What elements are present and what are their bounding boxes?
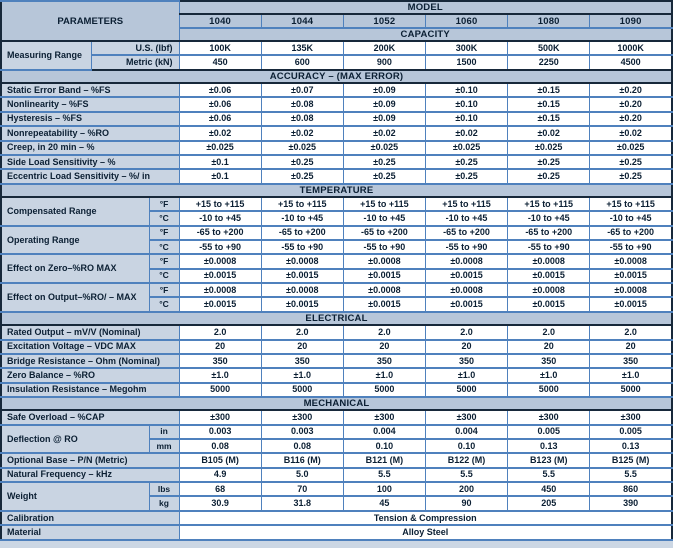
spec-value: ±300 (425, 410, 507, 424)
row-label: Bridge Resistance – Ohm (Nominal) (1, 354, 179, 368)
spec-value: ±0.25 (508, 155, 590, 169)
unit-cell: °C (149, 297, 179, 311)
spec-value: ±1.0 (590, 368, 672, 382)
row-label: Excitation Voltage – VDC MAX (1, 340, 179, 354)
spec-value: ±0.15 (508, 83, 590, 97)
spec-value: 20 (179, 340, 261, 354)
spec-value: -10 to +45 (261, 211, 343, 225)
spec-value: 5000 (425, 383, 507, 397)
spec-value: ±0.25 (261, 155, 343, 169)
spec-value: ±0.0008 (425, 254, 507, 268)
spec-value: 20 (343, 340, 425, 354)
spec-value: ±0.0008 (343, 283, 425, 297)
spec-value: B125 (M) (590, 453, 672, 467)
spec-value: ±0.0015 (179, 297, 261, 311)
spec-value: ±0.25 (590, 155, 672, 169)
model-number: 1080 (508, 14, 590, 27)
unit-cell: mm (149, 439, 179, 453)
spec-value: ±300 (343, 410, 425, 424)
spec-value: ±0.25 (343, 169, 425, 183)
capacity-value: 500K (508, 41, 590, 55)
spec-value: -55 to +90 (343, 240, 425, 254)
capacity-value: 300K (425, 41, 507, 55)
spec-value: 450 (508, 482, 590, 496)
spec-value: ±0.0015 (179, 269, 261, 283)
unit-cell: U.S. (lbf) (91, 41, 179, 55)
spec-value: 20 (261, 340, 343, 354)
row-label: Zero Balance – %RO (1, 368, 179, 382)
spec-value: 0.10 (425, 439, 507, 453)
spec-value: 70 (261, 482, 343, 496)
spec-value: 2.0 (343, 325, 425, 339)
spec-value: 5.5 (590, 468, 672, 482)
spec-value: 0.004 (425, 425, 507, 439)
spec-value: -65 to +200 (590, 226, 672, 240)
spec-value: 2.0 (261, 325, 343, 339)
spec-value: -10 to +45 (343, 211, 425, 225)
spec-value: ±0.025 (508, 141, 590, 155)
spec-value: ±0.25 (508, 169, 590, 183)
spec-value: ±0.0008 (261, 254, 343, 268)
spec-value: 205 (508, 496, 590, 510)
spec-value: +15 to +115 (261, 197, 343, 211)
spec-value: ±0.25 (425, 169, 507, 183)
spec-value: ±0.08 (261, 97, 343, 111)
unit-cell: °F (149, 197, 179, 211)
spec-value: 4.9 (179, 468, 261, 482)
capacity-value: 2250 (508, 55, 590, 69)
spec-value: ±1.0 (343, 368, 425, 382)
spec-value: ±0.0008 (425, 283, 507, 297)
spec-value: -65 to +200 (343, 226, 425, 240)
spec-value: 31.8 (261, 496, 343, 510)
row-label: Rated Output – mV/V (Nominal) (1, 325, 179, 339)
measuring-range-label: Measuring Range (1, 41, 91, 70)
row-label: Effect on Output–%RO/ – MAX (1, 283, 149, 312)
spec-value: 2.0 (425, 325, 507, 339)
spec-value: ±0.0008 (508, 283, 590, 297)
row-label: Effect on Zero–%RO MAX (1, 254, 149, 283)
spec-value: 350 (343, 354, 425, 368)
spec-value: 0.13 (590, 439, 672, 453)
unit-cell: °C (149, 240, 179, 254)
spec-value: 5.5 (343, 468, 425, 482)
spec-value: ±0.02 (179, 126, 261, 140)
spec-value: 2.0 (179, 325, 261, 339)
spec-value: ±0.09 (343, 112, 425, 126)
spec-value: +15 to +115 (425, 197, 507, 211)
spec-value: ±0.02 (425, 126, 507, 140)
spec-value: 45 (343, 496, 425, 510)
spec-value: ±1.0 (425, 368, 507, 382)
row-label: Insulation Resistance – Megohm (1, 383, 179, 397)
unit-cell: °F (149, 283, 179, 297)
spec-value: 20 (508, 340, 590, 354)
spec-value: ±0.0015 (508, 269, 590, 283)
spec-value: ±0.0008 (261, 283, 343, 297)
spec-value: 5.0 (261, 468, 343, 482)
spec-value: 0.10 (343, 439, 425, 453)
spec-value: ±0.15 (508, 112, 590, 126)
spec-value: 5000 (261, 383, 343, 397)
spec-value: 100 (343, 482, 425, 496)
row-label: Eccentric Load Sensitivity – %/ in (1, 169, 179, 183)
spec-value: ±0.1 (179, 169, 261, 183)
spec-value: ±0.25 (261, 169, 343, 183)
spec-value: ±0.10 (425, 83, 507, 97)
spec-value: B121 (M) (343, 453, 425, 467)
section-band: ACCURACY – (MAX ERROR) (1, 70, 672, 83)
capacity-value: 450 (179, 55, 261, 69)
spec-value: ±0.02 (343, 126, 425, 140)
spec-value: -10 to +45 (508, 211, 590, 225)
spec-value: ±300 (261, 410, 343, 424)
spec-value: ±0.0015 (261, 269, 343, 283)
spec-value: 0.004 (343, 425, 425, 439)
model-number: 1040 (179, 14, 261, 27)
spec-value: ±0.07 (261, 83, 343, 97)
spec-value: 20 (425, 340, 507, 354)
row-label: Deflection @ RO (1, 425, 149, 454)
row-label: Compensated Range (1, 197, 149, 226)
unit-cell: kg (149, 496, 179, 510)
unit-cell: °C (149, 269, 179, 283)
spec-value: -55 to +90 (590, 240, 672, 254)
spec-value: 350 (508, 354, 590, 368)
spec-value: 2.0 (508, 325, 590, 339)
spec-value: ±0.0008 (179, 283, 261, 297)
spec-value: ±0.06 (179, 112, 261, 126)
spec-value: 5000 (508, 383, 590, 397)
spec-value: ±0.025 (425, 141, 507, 155)
spec-value: -10 to +45 (425, 211, 507, 225)
spec-value: ±0.25 (343, 155, 425, 169)
spec-value: ±0.02 (508, 126, 590, 140)
spec-value: ±0.25 (590, 169, 672, 183)
spec-value: 0.003 (261, 425, 343, 439)
unit-cell: °F (149, 254, 179, 268)
capacity-value: 900 (343, 55, 425, 69)
row-label: Natural Frequency – kHz (1, 468, 179, 482)
spec-value: 200 (425, 482, 507, 496)
spec-span-value: Tension & Compression (179, 511, 672, 525)
model-number: 1044 (261, 14, 343, 27)
spec-value: 20 (590, 340, 672, 354)
spec-value: 350 (425, 354, 507, 368)
capacity-value: 1500 (425, 55, 507, 69)
spec-value: ±0.0015 (590, 269, 672, 283)
spec-value: B105 (M) (179, 453, 261, 467)
spec-value: ±0.025 (343, 141, 425, 155)
spec-value: -65 to +200 (425, 226, 507, 240)
spec-value: -65 to +200 (508, 226, 590, 240)
spec-value: ±1.0 (261, 368, 343, 382)
spec-value: 90 (425, 496, 507, 510)
spec-value: 5000 (590, 383, 672, 397)
spec-value: 0.13 (508, 439, 590, 453)
spec-value: ±0.20 (590, 97, 672, 111)
spec-value: 5.5 (425, 468, 507, 482)
spec-table-body (1, 1, 672, 540)
spec-value: ±0.10 (425, 97, 507, 111)
spec-value: ±0.0008 (590, 283, 672, 297)
spec-value: 68 (179, 482, 261, 496)
spec-value: ±1.0 (179, 368, 261, 382)
spec-value: ±0.06 (179, 83, 261, 97)
row-label: Nonlinearity – %FS (1, 97, 179, 111)
spec-value: ±0.0008 (590, 254, 672, 268)
spec-value: -65 to +200 (179, 226, 261, 240)
spec-value: ±0.0015 (425, 269, 507, 283)
spec-value: 0.003 (179, 425, 261, 439)
row-label: Material (1, 525, 179, 540)
spec-value: +15 to +115 (508, 197, 590, 211)
capacity-value: 1000K (590, 41, 672, 55)
spec-value: B122 (M) (425, 453, 507, 467)
spec-value: 2.0 (590, 325, 672, 339)
spec-value: ±0.0015 (343, 269, 425, 283)
spec-value: +15 to +115 (179, 197, 261, 211)
capacity-value: 100K (179, 41, 261, 55)
spec-value: B123 (M) (508, 453, 590, 467)
spec-value: 5.5 (508, 468, 590, 482)
spec-value: 390 (590, 496, 672, 510)
spec-value: ±300 (590, 410, 672, 424)
spec-value: ±300 (508, 410, 590, 424)
row-label: Static Error Band – %FS (1, 83, 179, 97)
spec-value: 350 (179, 354, 261, 368)
capacity-band: CAPACITY (179, 28, 672, 41)
row-label: Creep, in 20 min – % (1, 141, 179, 155)
spec-value: -55 to +90 (508, 240, 590, 254)
model-number: 1060 (425, 14, 507, 27)
spec-value: ±0.025 (590, 141, 672, 155)
spec-value: ±0.09 (343, 83, 425, 97)
spec-value: ±0.0015 (425, 297, 507, 311)
spec-value: ±0.1 (179, 155, 261, 169)
row-label: Operating Range (1, 226, 149, 255)
spec-value: 350 (261, 354, 343, 368)
spec-value: ±0.15 (508, 97, 590, 111)
spec-value: 860 (590, 482, 672, 496)
spec-value: -55 to +90 (261, 240, 343, 254)
spec-value: ±0.0008 (343, 254, 425, 268)
spec-value: ±0.0008 (508, 254, 590, 268)
spec-value: 0.005 (508, 425, 590, 439)
row-label: Side Load Sensitivity – % (1, 155, 179, 169)
unit-cell: Metric (kN) (91, 55, 179, 69)
spec-value: ±0.20 (590, 112, 672, 126)
spec-value: ±0.0008 (179, 254, 261, 268)
spec-value: ±0.20 (590, 83, 672, 97)
capacity-value: 4500 (590, 55, 672, 69)
row-label: Weight (1, 482, 149, 511)
spec-value: ±0.0015 (261, 297, 343, 311)
spec-value: ±0.25 (425, 155, 507, 169)
spec-value: ±0.025 (261, 141, 343, 155)
spec-value: -65 to +200 (261, 226, 343, 240)
spec-value: ±0.025 (179, 141, 261, 155)
row-label: Nonrepeatability – %RO (1, 126, 179, 140)
row-label: Safe Overload – %CAP (1, 410, 179, 424)
spec-value: +15 to +115 (343, 197, 425, 211)
spec-value: -10 to +45 (179, 211, 261, 225)
row-label: Hysteresis – %FS (1, 112, 179, 126)
spec-value: ±0.02 (261, 126, 343, 140)
spec-value: ±0.0015 (343, 297, 425, 311)
spec-value: 0.08 (179, 439, 261, 453)
spec-value: ±0.02 (590, 126, 672, 140)
row-label: Calibration (1, 511, 179, 525)
model-band: MODEL (179, 1, 672, 14)
spec-value: -55 to +90 (425, 240, 507, 254)
row-label: Optional Base – P/N (Metric) (1, 453, 179, 467)
spec-value: +15 to +115 (590, 197, 672, 211)
section-band: MECHANICAL (1, 397, 672, 410)
spec-value: ±0.08 (261, 112, 343, 126)
spec-value: -10 to +45 (590, 211, 672, 225)
spec-value: 0.005 (590, 425, 672, 439)
spec-value: 5000 (343, 383, 425, 397)
spec-value: ±0.09 (343, 97, 425, 111)
spec-value: ±0.0015 (590, 297, 672, 311)
spec-value: 5000 (179, 383, 261, 397)
spec-value: ±1.0 (508, 368, 590, 382)
capacity-value: 200K (343, 41, 425, 55)
parameters-cell: PARAMETERS (1, 1, 179, 41)
unit-cell: °F (149, 226, 179, 240)
spec-value: 350 (590, 354, 672, 368)
spec-value: ±0.10 (425, 112, 507, 126)
spec-value: ±300 (179, 410, 261, 424)
model-number: 1090 (590, 14, 672, 27)
unit-cell: °C (149, 211, 179, 225)
capacity-value: 135K (261, 41, 343, 55)
unit-cell: lbs (149, 482, 179, 496)
spec-span-value: Alloy Steel (179, 525, 672, 540)
spec-value: ±0.0015 (508, 297, 590, 311)
spec-value: ±0.06 (179, 97, 261, 111)
section-band: ELECTRICAL (1, 312, 672, 325)
unit-cell: in (149, 425, 179, 439)
spec-value: 0.08 (261, 439, 343, 453)
spec-value: -55 to +90 (179, 240, 261, 254)
capacity-value: 600 (261, 55, 343, 69)
spec-value: B116 (M) (261, 453, 343, 467)
spec-value: 30.9 (179, 496, 261, 510)
section-band: TEMPERATURE (1, 184, 672, 197)
model-number: 1052 (343, 14, 425, 27)
